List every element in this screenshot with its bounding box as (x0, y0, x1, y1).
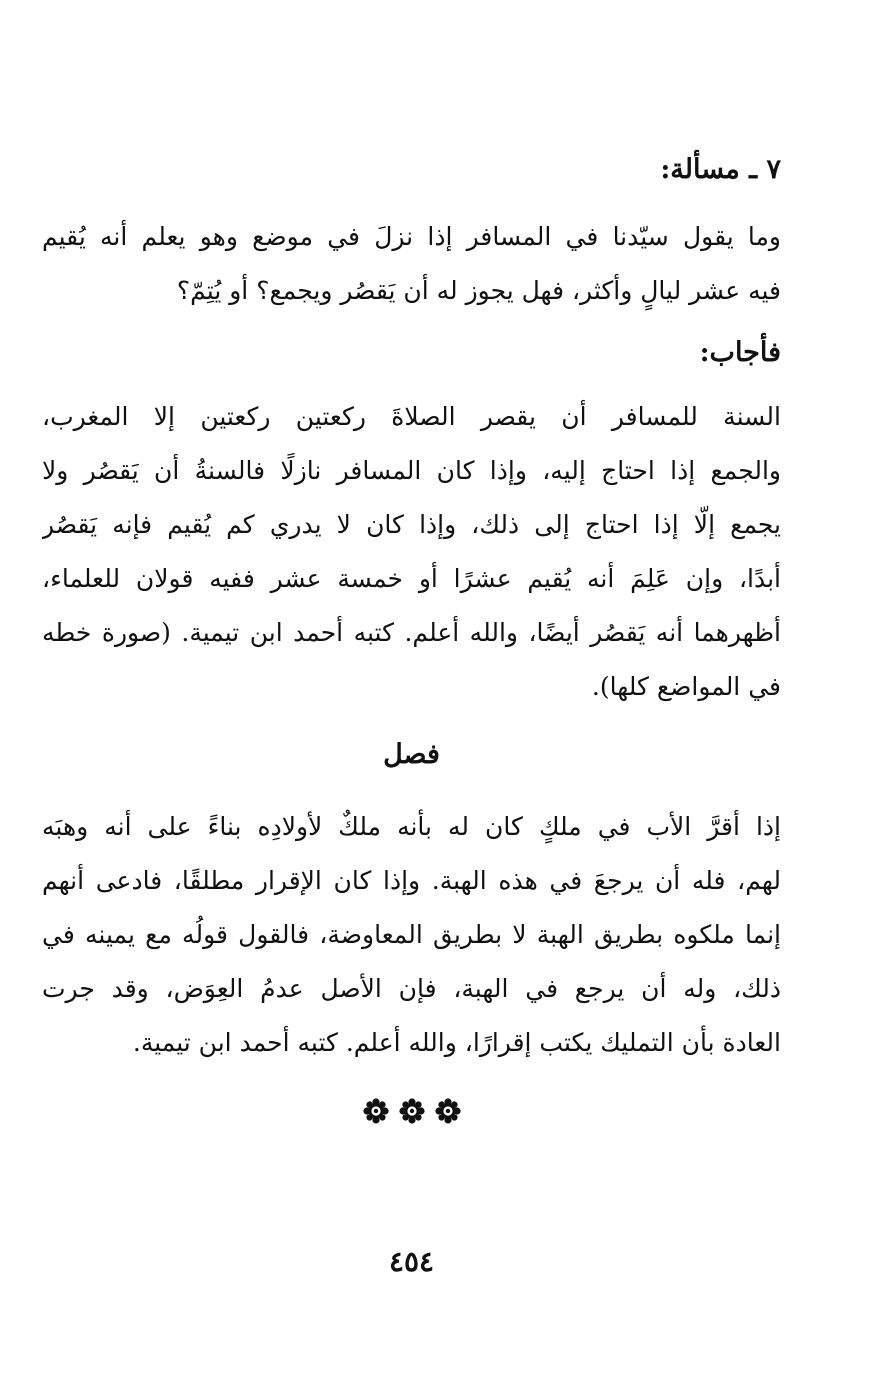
answer-paragraph (42, 390, 781, 714)
question-line: فيه عشر ليالٍ وأكثر، فهل يجوز له أن يَقصُر ويجمع؟ أو يُتِمّ؟ (176, 276, 781, 305)
answer-line: أبدًا، وإن عَلِمَ أنه يُقيم عشرًا أو خمسة عشر ففيه قولان للعلماء، (42, 564, 781, 593)
book-page (42, 0, 781, 1383)
section-line: إنما ملكوه بطريق الهبة لا بطريق المعاوضة، فالقول قولُه مع يمينه في (42, 920, 781, 949)
answer-line: السنة للمسافر أن يقصر الصلاةَ ركعتين ركعتين إلا المغرب، (42, 402, 781, 431)
answer-line: أظهرهما أنه يَقصُر أيضًا، والله أعلم. كتبه أحمد ابن تيمية. (صورة خطه (42, 618, 781, 647)
ornament-divider (42, 1098, 781, 1124)
answer-line: في المواضع كلها). (591, 672, 781, 701)
question-paragraph (42, 210, 781, 318)
flower-ornament-icon (435, 1098, 461, 1124)
question-line: وما يقول سيّدنا في المسافر إذا نزلَ في موضع وهو يعلم أنه يُقيم (42, 222, 781, 251)
section-heading: فصل (383, 739, 440, 770)
section-line: لهم، فله أن يرجعَ في هذه الهبة. وإذا كان الإقرار مطلقًا، فادعى أنهم (42, 866, 781, 895)
answer-line: يجمع إلّا إذا احتاج إلى ذلك، وإذا كان لا يدري كم يُقيم فإنه يَقصُر (42, 510, 781, 539)
answer-line: والجمع إذا احتاج إليه، وإذا كان المسافر نازلًا فالسنةُ أن يَقصُر ولا (42, 456, 781, 485)
page-number: ٤٥٤ (388, 1245, 435, 1278)
flower-ornament-icon (399, 1098, 425, 1124)
section-paragraph (42, 800, 781, 1070)
section-line: ذلك، وله أن يرجع في الهبة، فإن الأصل عدمُ العِوَض، وقد جرت (42, 974, 781, 1003)
answer-heading: فأجاب: (699, 337, 781, 368)
question-heading: ٧ ـ مسألة: (660, 154, 781, 185)
section-line: العادة بأن التمليك يكتب إقرارًا، والله أعلم. كتبه أحمد ابن تيمية. (132, 1028, 781, 1057)
section-line: إذا أقرَّ الأب في ملكٍ كان له بأنه ملكٌ لأولادِه بناءً على أنه وهبَه (42, 812, 781, 841)
flower-ornament-icon (363, 1098, 389, 1124)
